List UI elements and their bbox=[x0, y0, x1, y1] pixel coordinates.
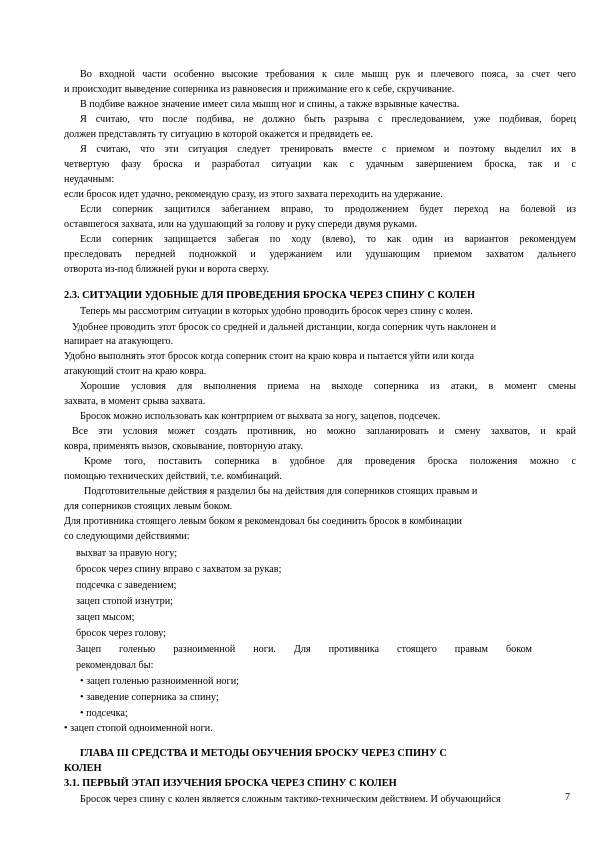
section-heading: 2.3. СИТУАЦИИ УДОБНЫЕ ДЛЯ ПРОВЕДЕНИЯ БРОСКА ЧЕРЕЗ СПИНУ С КОЛЕН bbox=[64, 290, 476, 301]
text-line: Теперь мы рассмотрим ситуации в которых удобно проводить бросок через спину с колен. bbox=[80, 306, 473, 317]
text-line: Кроме того, поставить соперника в удобное для проведения броска положения можно с bbox=[84, 456, 576, 467]
text-line: Для противника стоящего левым боком я рекомендовал бы соединить бросок в комбинации bbox=[64, 516, 462, 527]
section-heading: 3.1. ПЕРВЫЙ ЭТАП ИЗУЧЕНИЯ БРОСКА ЧЕРЕЗ СПИНУ С КОЛЕН bbox=[64, 778, 397, 789]
list-item: • заведение соперника за спину; bbox=[80, 692, 219, 703]
text-line: Удобнее проводить этот бросок со средней и дальней дистанции, когда соперник чуть наклонен и bbox=[72, 322, 497, 333]
text-line: захвата, в момент срыва захвата. bbox=[64, 396, 206, 407]
text-line: Бросок через спину с колен является сложным тактико-техническим действием. И обучающийся bbox=[80, 794, 501, 805]
text-line: преследовать передней подножкой и удержанием или удушающим приемом захватом дальнего bbox=[64, 249, 576, 260]
text-line: отворота из-под ближней руки и ворота сверху. bbox=[64, 264, 270, 275]
text-line: со следующими действиями: bbox=[64, 531, 190, 542]
text-line: Бросок можно использовать как контрприем от выхвата за ногу, зацепов, подсечек. bbox=[80, 411, 441, 422]
text-line: Я считаю, что после подбива, не должно быть разрыва с преследованием, уже подбивая, борец bbox=[80, 114, 576, 125]
text-line: Зацеп голенью разноименной ноги. Для противника стоящего правым боком bbox=[76, 644, 532, 655]
list-item: • зацеп стопой одноименной ноги. bbox=[64, 723, 213, 734]
list-item: выхват за правую ногу; bbox=[76, 548, 178, 559]
text-line: четвертую фазу броска и разработал ситуации как с удачным завершением броска, так и с bbox=[64, 159, 576, 170]
text-line: напирает на атакующего. bbox=[64, 336, 174, 347]
text-line: если бросок идет удачно, рекомендую сразу, из этого захвата переходить на удержание. bbox=[64, 189, 443, 200]
text-line: Если соперник защищается забегая по ходу (влево), то как один из вариантов рекомендуем bbox=[80, 234, 576, 245]
text-line: ковра, применять вызов, сковывание, повторную атаку. bbox=[64, 441, 303, 452]
text-line: Все эти условия может создать противник, но можно запланировать и смену захватов, и край bbox=[72, 426, 576, 437]
chapter-heading: ГЛАВА III СРЕДСТВА И МЕТОДЫ ОБУЧЕНИЯ БРОСКУ ЧЕРЕЗ СПИНУ С bbox=[80, 748, 447, 759]
list-item: бросок через голову; bbox=[76, 628, 167, 639]
text-line: Я считаю, что эти ситуация следует тренировать вместе с приемом и поэтому выделил их в bbox=[80, 144, 576, 155]
text-line: Удобно выполнять этот бросок когда соперник стоит на краю ковра и пытается уйти или когда bbox=[64, 351, 474, 362]
text-line: и происходит выведение соперника из равновесия и прижимание его к себе, скручивание. bbox=[64, 84, 455, 95]
text-line: оставшегося захвата, или на удушающий за голову и руку спереди двумя руками. bbox=[64, 219, 418, 230]
chapter-heading: КОЛЕН bbox=[64, 763, 102, 774]
text-line: для соперников стоящих левым боком. bbox=[64, 501, 233, 512]
text-line: Хорошие условия для выполнения приема на выходе соперника из атаки, в момент смены bbox=[80, 381, 576, 392]
list-item: бросок через спину вправо с захватом за рукав; bbox=[76, 564, 282, 575]
list-item: зацеп стопой изнутри; bbox=[76, 596, 173, 607]
list-item: зацеп мысом; bbox=[76, 612, 135, 623]
text-line: Во входной части особенно высокие требования к силе мышц рук и плечевого пояса, за счет чего bbox=[80, 69, 576, 80]
text-line: Если соперник защитился забеганием вправо, то продолжением будет переход на болевой из bbox=[80, 204, 576, 215]
page-number: 7 bbox=[565, 792, 570, 803]
list-item: • подсечка; bbox=[80, 708, 128, 719]
text-line: рекомендовал бы: bbox=[76, 660, 154, 671]
text-line: В подбиве важное значение имеет сила мышц ног и спины, а также взрывные качества. bbox=[80, 99, 460, 110]
text-line: атакующий стоит на краю ковра. bbox=[64, 366, 207, 377]
text-line: неудачным: bbox=[64, 174, 115, 185]
text-line: Подготовительные действия я разделил бы на действия для соперников стоящих правым и bbox=[84, 486, 478, 497]
list-item: подсечка с заведением; bbox=[76, 580, 177, 591]
text-line: помощью технических действий, т.е. комбинаций. bbox=[64, 471, 282, 482]
list-item: • зацеп голенью разноименной ноги; bbox=[80, 676, 239, 687]
text-line: должен представлять ту ситуацию в которой окажется и предвидеть ее. bbox=[64, 129, 374, 140]
